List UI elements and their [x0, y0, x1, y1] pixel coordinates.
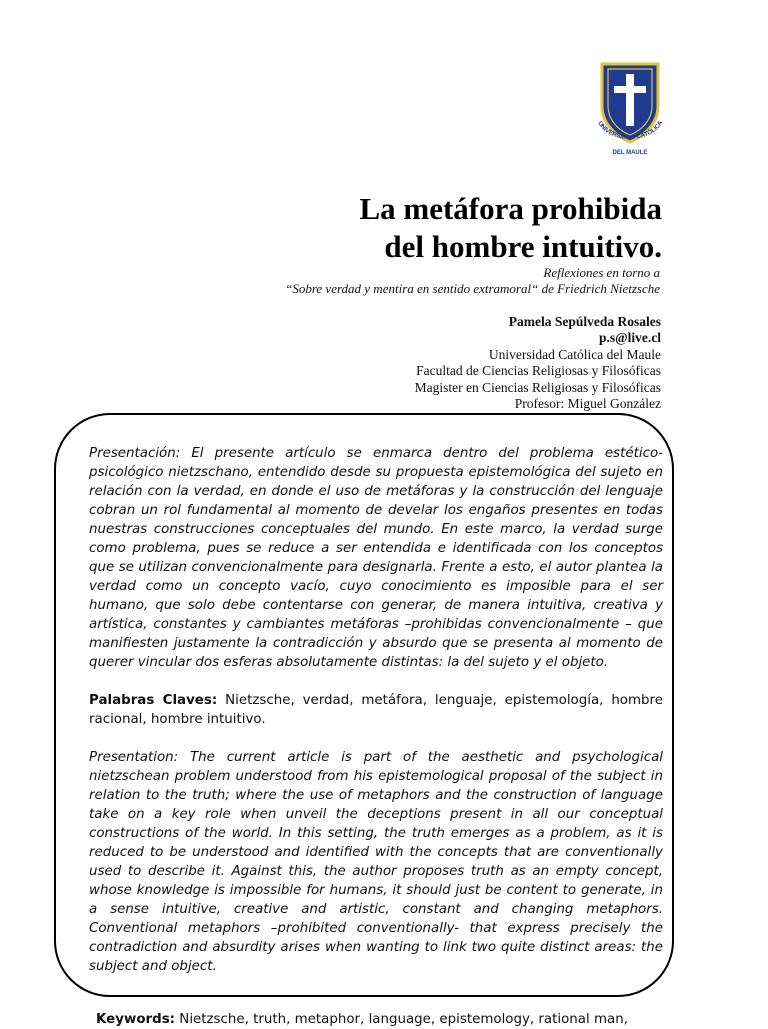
subtitle-line-1: Reflexiones en torno a — [543, 265, 660, 280]
abstract-english: Presentation: The current article is part of the aesthetic and psychological nietzschean problem understood from his epistemological proposal of the subject in relation to the truth; where the use of metaphors and the construction of language take on a key role when unveil the deceptions present in all our conceptual constructions of the world. In this setting, the truth emerges as a problem, as it is reduced to be understood and identified with the concepts that are conventionally used to describe it. Against this, the author proposes truth as an empty concept, whose knowledge is impossible for humans, it should just be content to generate, in a sense intuitive, creative and artistic, constant and changing metaphors. Conventional metaphors –prohibited conventionally- that express precisely the contradiction and absurdity arises when wanting to link two quite distinct areas: the subject and object. — [89, 750, 663, 974]
svg-text:UNIVERSIDAD CATÓLICA: UNIVERSIDAD CATÓLICA — [596, 119, 665, 142]
article-subtitle — [285, 265, 660, 297]
author-university: Universidad Católica del Maule — [488, 346, 661, 362]
subtitle-line-2: “Sobre verdad y mentira en sentido extramoral“ de Friedrich Nietzsche — [285, 281, 660, 296]
university-logo — [590, 60, 670, 156]
keywords-english — [96, 1010, 676, 1029]
keywords-spanish-text: Nietzsche, verdad, metáfora, lenguaje, epistemología, hombre racional, hombre intuitivo. — [89, 693, 663, 727]
keywords-spanish — [89, 691, 663, 729]
author-name: Pamela Sepúlveda Rosales — [508, 314, 661, 329]
title-line-1: La metáfora prohibida — [359, 191, 662, 226]
author-program: Magister en Ciencias Religiosas y Filosóficas — [414, 379, 661, 395]
author-professor: Profesor: Miguel González — [514, 396, 661, 412]
author-email[interactable]: p.s@live.cl — [598, 330, 661, 346]
author-block — [415, 314, 661, 412]
abstract-spanish: Presentación: El presente artículo se enmarca dentro del problema estético-psicológico nietzschano, entendido desde su propuesta epistemológica del sujeto en relación con la verdad, en donde el uso de metáforas y la construcción del lenguaje cobran un rol fundamental al momento de develar los engaños presentes en todas nuestras construcciones conceptuales del mundo. En este marco, la verdad surge como problema, pues se reduce a ser entendida e identificada con los conceptos que se utilizan convencionalmente para designarla. Frente a esto, el autor plantea la verdad como un concepto vacío, cuyo conocimiento es imposible para el ser humano, que solo debe contentarse con generar, de manera intuitiva, creativa y artística, constantes y cambiantes metáforas –prohibidas convencionalmente – que manifiesten justamente la contradicción y absurdo que se presenta al momento de querer vincular dos esferas absolutamente distintas: la del sujeto y el objeto. — [89, 446, 663, 670]
keywords-english-text: Nietzsche, truth, metaphor, language, epistemology, rational man, — [175, 1012, 628, 1027]
article-title — [359, 190, 662, 266]
svg-text:DEL MAULE: DEL MAULE — [612, 150, 648, 156]
keywords-english-label: Keywords: — [96, 1012, 176, 1027]
abstract-section — [89, 444, 663, 976]
keywords-spanish-label: Palabras Claves: — [89, 693, 218, 708]
title-line-2: del hombre intuitivo. — [384, 229, 662, 264]
author-faculty: Facultad de Ciencias Religiosas y Filosóficas — [416, 363, 661, 379]
